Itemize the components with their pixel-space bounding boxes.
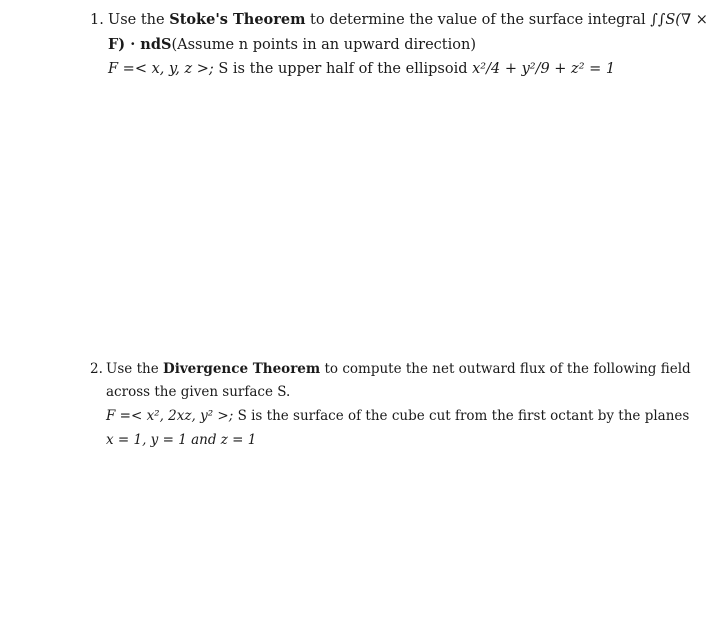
- problem-1-line-2: [108, 38, 476, 53]
- problem-2-line-3: [106, 410, 689, 424]
- problem-2-theorem-name: Divergence Theorem: [163, 361, 321, 377]
- problem-1-line-1: [108, 13, 708, 28]
- problem-2-field: F =< x², 2xz, y² >;: [106, 408, 234, 424]
- problem-1-ellipsoid-equation: x²/4 + y²/9 + z² = 1: [472, 61, 616, 77]
- problem-1-theorem-name: Stoke's Theorem: [169, 11, 306, 28]
- problem-1-surface: S is the upper half of the ellipsoid: [218, 61, 468, 77]
- problem-1-integral: ∫∫S(∇ ×: [650, 12, 708, 28]
- problem-2-line-2: across the given surface S.: [106, 384, 291, 400]
- problem-2-planes: x = 1, y = 1 and z = 1: [106, 432, 257, 448]
- problem-2-task: to compute the net outward flux of the following field: [324, 361, 691, 377]
- problem-1-line-3: [108, 62, 615, 77]
- problem-2-line-1: [106, 363, 691, 377]
- problem-2-number: 2.: [90, 361, 103, 377]
- problem-1-number: 1.: [90, 12, 104, 28]
- problem-1-task: to determine the value of the surface integral: [310, 12, 646, 28]
- problem-1-assumption: (Assume n points in an upward direction): [171, 37, 476, 53]
- problem-1-field: F =< x, y, z >;: [108, 61, 214, 77]
- problem-1-integrand: F) · ndS: [108, 36, 172, 53]
- problem-2-surface: S is the surface of the cube cut from the first octant by the planes: [237, 408, 690, 424]
- problem-2-intro: Use the: [106, 361, 159, 377]
- problem-1-intro: Use the: [108, 12, 165, 28]
